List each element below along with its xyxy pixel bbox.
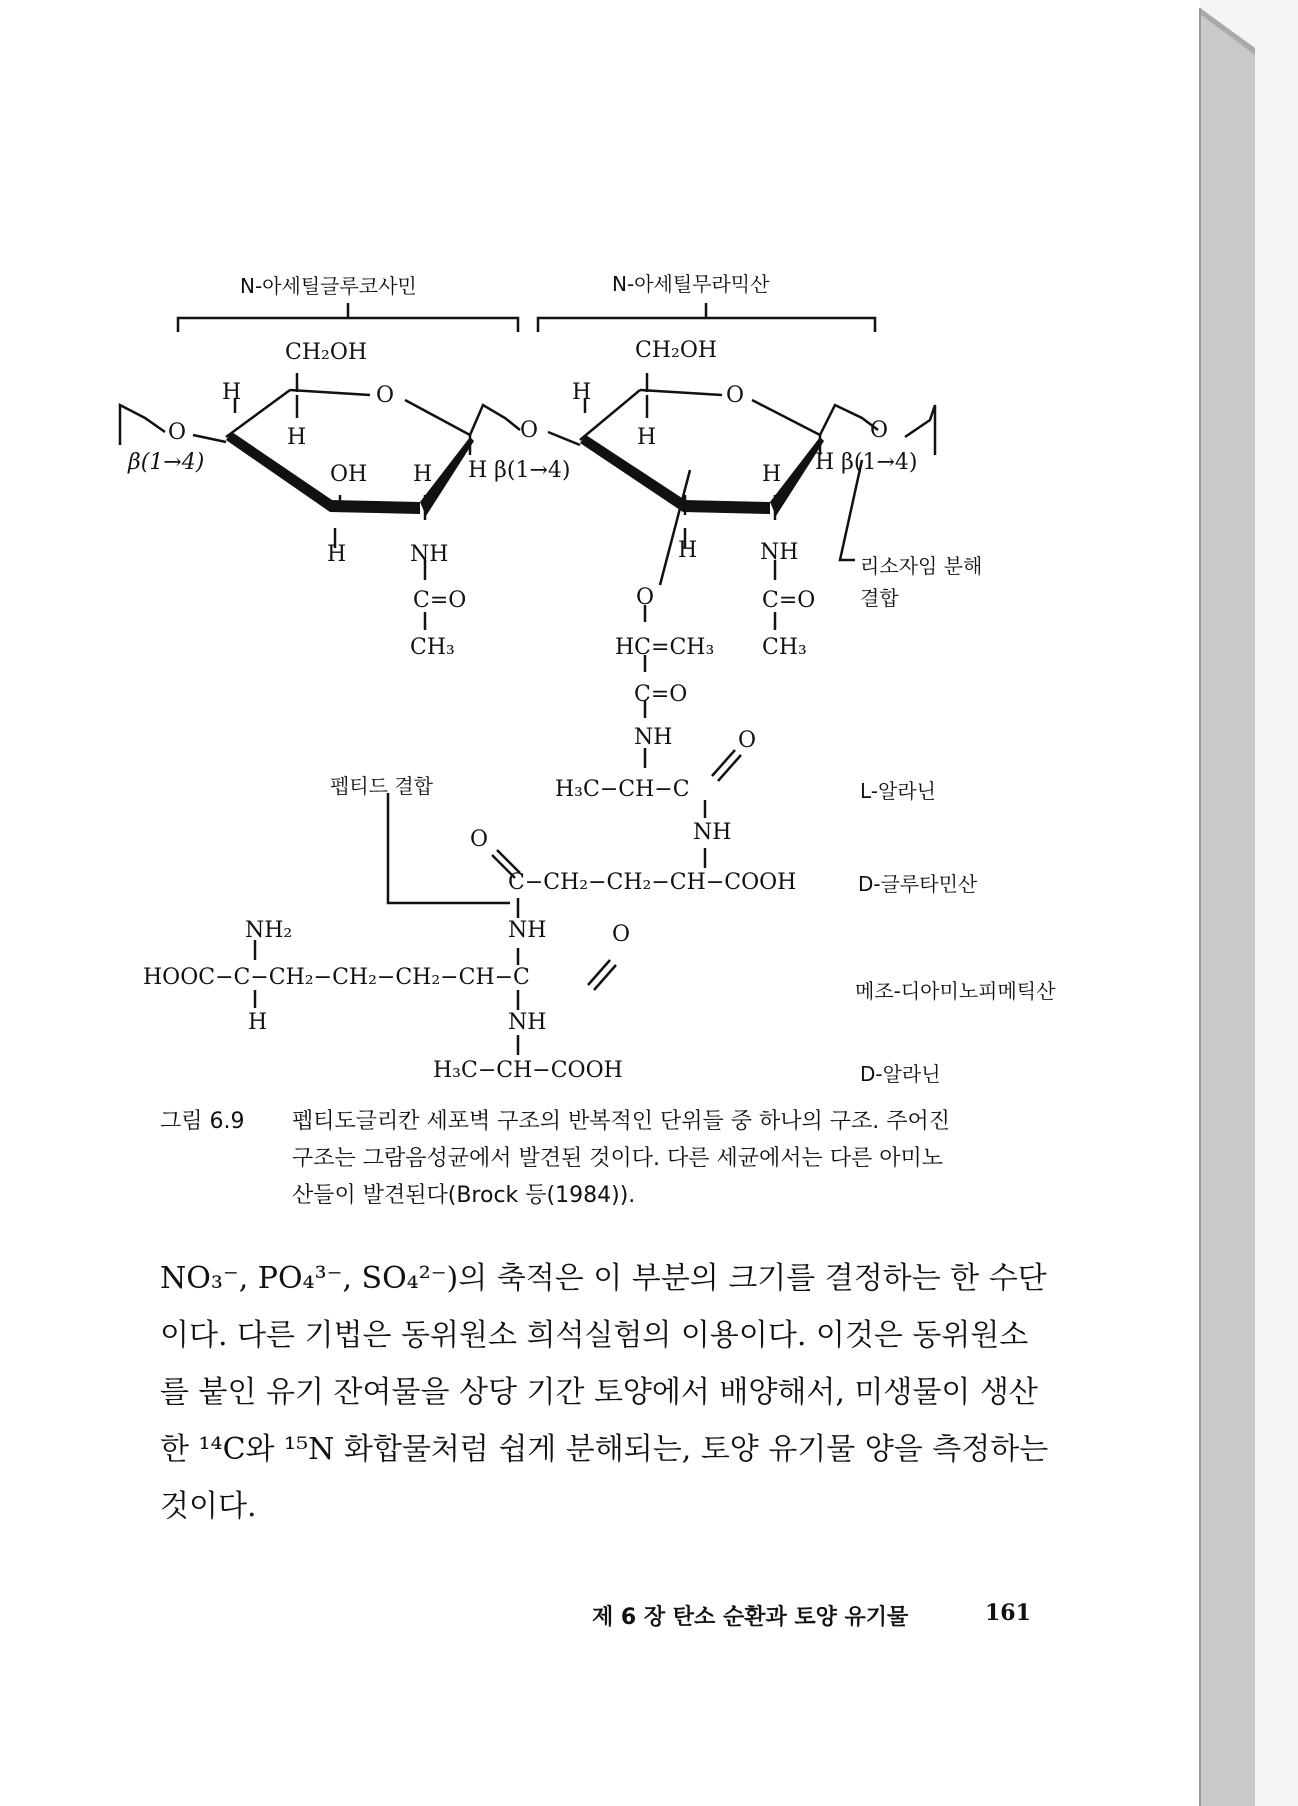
l-alanine-label: L-알라닌 (860, 779, 936, 803)
lactyl-oxygen: O (636, 585, 655, 610)
page-number: 161 (985, 1600, 1031, 1626)
lactyl-carbon: HC=CH₃ (615, 635, 715, 660)
hydrogen-label: H (327, 542, 347, 567)
methyl-label: CH₃ (762, 635, 807, 660)
hydrogen-label: H (287, 425, 307, 450)
figure-caption-line: 산들이 발견된다(Brock 등(1984)). (292, 1183, 636, 1208)
hydrogen-label: H (762, 462, 782, 487)
peptide-bond-label: 펩티드 결합 (330, 774, 433, 798)
amine-label: NH (410, 542, 449, 567)
carbonyl-label: C=O (413, 588, 467, 613)
hydrogen-label: H (678, 538, 698, 563)
ring-oxygen-2: O (726, 383, 745, 408)
carbonyl-oxygen: O (738, 728, 757, 753)
amine-label: NH (508, 918, 547, 943)
dap-residue: HOOC−C−CH₂−CH₂−CH₂−CH−C (143, 965, 530, 990)
body-text-line: 이다. 다른 기법은 동위원소 희석실험의 이용이다. 이것은 동위원소 (160, 1318, 1029, 1353)
ch2oh-label-1: CH₂OH (285, 340, 368, 365)
nam-title: N-아세틸무라믹산 (612, 272, 770, 296)
d-alanine-residue: H₃C−CH−COOH (433, 1058, 623, 1083)
d-glutamate-label: D-글루타민산 (858, 872, 978, 896)
hydrogen-label: H (248, 1010, 268, 1035)
figure-caption-line: 구조는 그람음성균에서 발견된 것이다. 다른 세균에서는 다른 아미노 (292, 1146, 944, 1171)
amine-label: NH (508, 1010, 547, 1035)
hydroxyl-label: OH (330, 462, 368, 487)
l-alanine-residue: H₃C−CH−C (555, 777, 690, 802)
carbonyl-oxygen: O (612, 922, 631, 947)
methyl-label: CH₃ (410, 635, 455, 660)
hydrogen-label: H (572, 380, 592, 405)
body-text-line: NO₃⁻, PO₄³⁻, SO₄²⁻)의 축적은 이 부분의 크기를 결정하는 한 수단 (160, 1261, 1047, 1296)
amino-group: NH₂ (245, 918, 293, 943)
hydrogen-label: H (413, 462, 433, 487)
amine-label: NH (760, 540, 799, 565)
amine-label: NH (693, 820, 732, 845)
body-text-line: 것이다. (160, 1489, 257, 1524)
figure-number: 그림 6.9 (160, 1109, 245, 1134)
beta-linkage-label: H β(1→4) (468, 458, 571, 483)
figure-caption-line: 펩티도글리칸 세포벽 구조의 반복적인 단위들 중 하나의 구조. 주어진 (292, 1109, 950, 1134)
ring-oxygen-1: O (376, 383, 395, 408)
dap-label: 메조-디아미노피메틱산 (855, 979, 1056, 1003)
ch2oh-label-2: CH₂OH (635, 338, 718, 363)
hydrogen-label: H (222, 380, 242, 405)
body-text-line: 를 붙인 유기 잔여물을 상당 기간 토양에서 배양해서, 미생물이 생산 (160, 1375, 1038, 1410)
hydrogen-label: H (637, 425, 657, 450)
lysozyme-label: 리소자임 분해 (860, 554, 983, 578)
linkage-oxygen-right: O (870, 418, 889, 443)
chapter-footer: 제 6 장 탄소 순환과 토양 유기물 (592, 1605, 909, 1630)
amine-label: NH (634, 725, 673, 750)
d-glutamate-residue: C−CH₂−CH₂−CH−COOH (508, 870, 797, 895)
lysozyme-bond-label: 결합 (860, 586, 899, 610)
carbonyl-oxygen: O (470, 827, 489, 852)
body-text-line: 한 ¹⁴C와 ¹⁵N 화합물처럼 쉽게 분해되는, 토양 유기물 양을 측정하는 (160, 1432, 1049, 1467)
lactyl-carbonyl: C=O (634, 682, 688, 707)
beta-linkage-label: H β(1→4) (815, 450, 918, 475)
nag-title: N-아세틸글루코사민 (240, 274, 417, 298)
beta-linkage-label: β(1→4) (128, 450, 205, 475)
linkage-oxygen-left: O (168, 420, 187, 445)
d-alanine-label: D-알라닌 (860, 1062, 941, 1086)
linkage-oxygen-middle: O (520, 418, 539, 443)
carbonyl-label: C=O (762, 588, 816, 613)
